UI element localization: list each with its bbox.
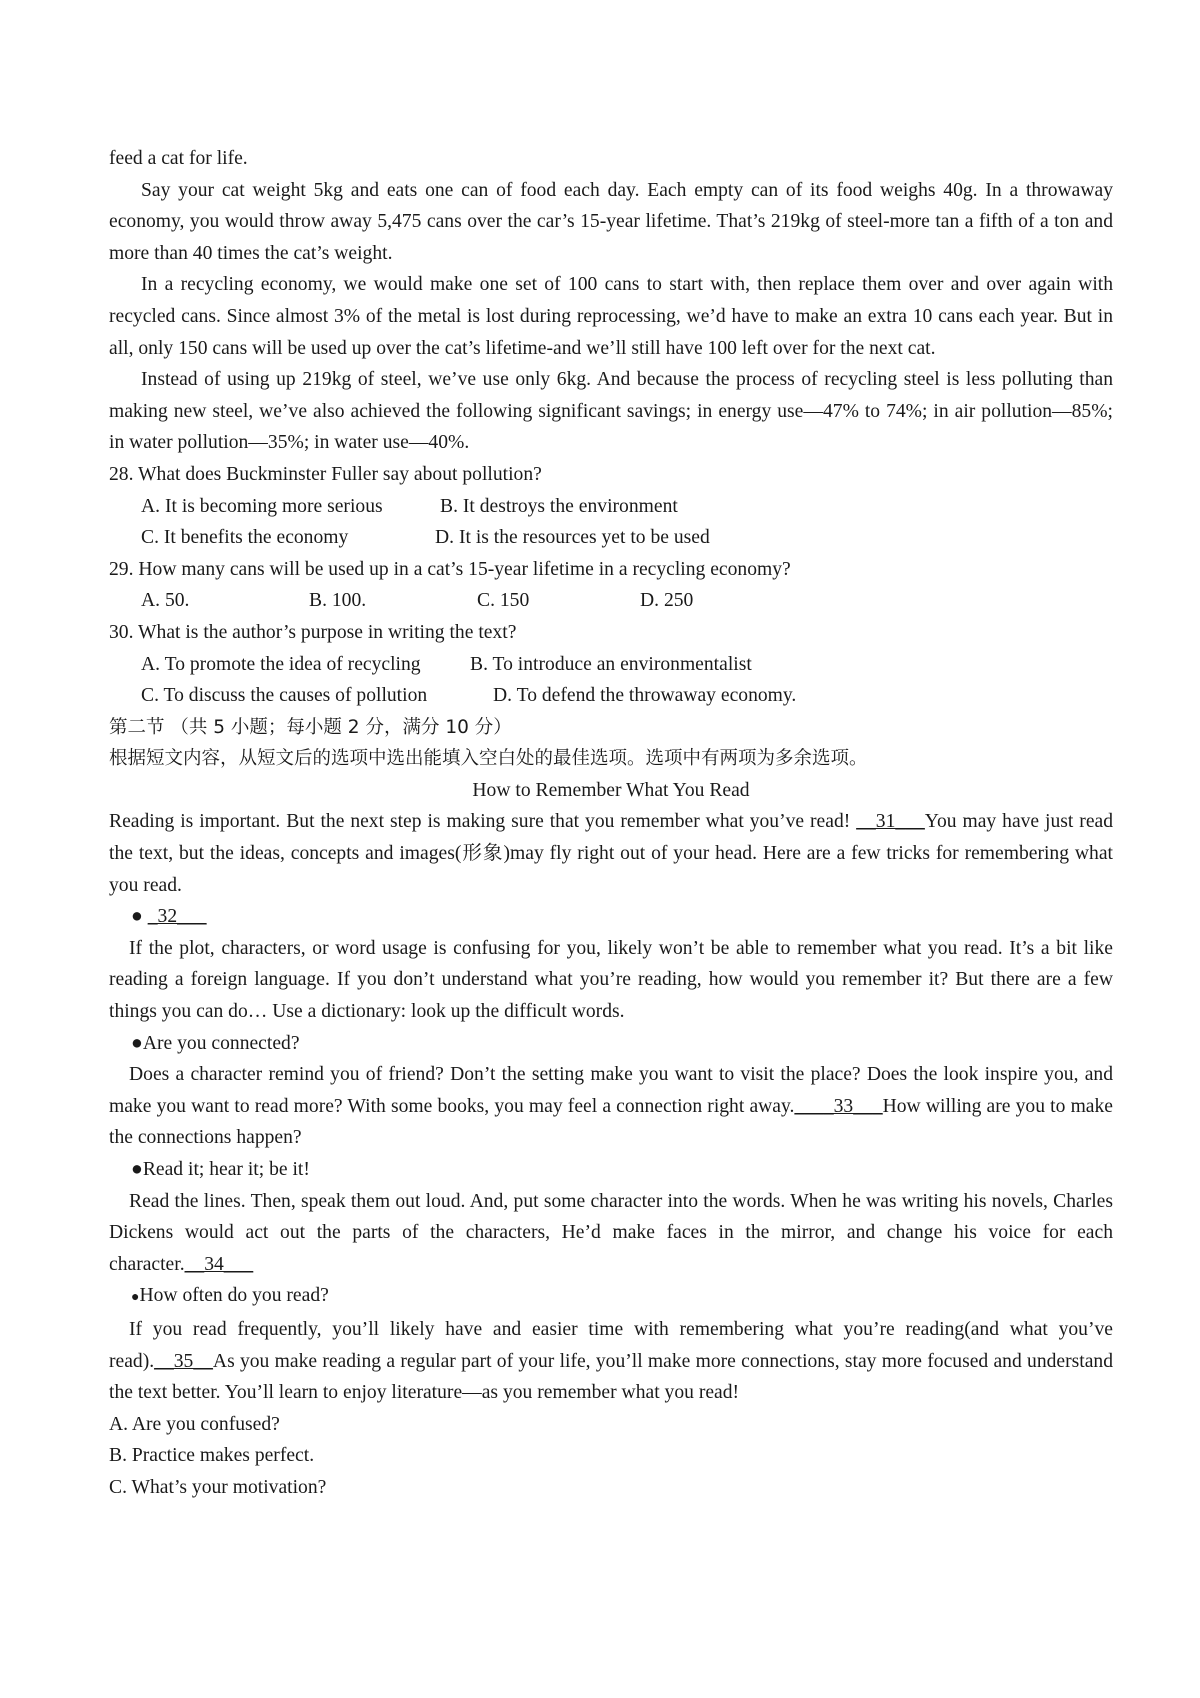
section-heading: 第二节 （共 5 小题；每小题 2 分，满分 10 分） (109, 716, 512, 738)
option-28-d: D. It is the resources yet to be used (435, 527, 710, 549)
option-30-d: D. To defend the throwaway economy. (493, 685, 797, 707)
blank-31: __31___ (856, 811, 925, 833)
heading-connected: ●Are you connected? (131, 1032, 300, 1054)
paragraph-34: Read the lines. Then, speak them out loud. And, put some character into the words. When he was writing his novels, Charles Dickens would act out the parts of the characters, He’d make faces in the mirror, and change his voice for each character.__34___ (109, 1190, 1113, 1275)
question-28-options-row-1 (109, 491, 1113, 523)
question-29-options-row (109, 585, 1113, 617)
option-29-c: C. 150 (477, 590, 530, 612)
article-intro: Reading is important. But the next step is making sure that you remember what you’ve read! __31___You may have just read the text, but the ideas, concepts and images(形象)may fly right out of your head. Here are a few tricks for remembering what you read. (109, 811, 1114, 896)
option-28-a: A. It is becoming more serious (141, 495, 383, 517)
blank-32: _32___ (147, 906, 207, 928)
paragraph-32: If the plot, characters, or word usage is confusing for you, likely won’t be able to remember what you read. It’s a bit like reading a foreign language. If you don’t understand what you’re reading, how would you remember it? But there are a few things you can do… Use a dictionary: look up the difficult words. (109, 937, 1113, 1023)
article-title: How to Remember What You Read (472, 779, 750, 801)
section-instruction: 根据短文内容，从短文后的选项中选出能填入空白处的最佳选项。选项中有两项为多余选项。 (109, 748, 868, 770)
passage-paragraph-2: In a recycling economy, we would make one set of 100 cans to start with, then replace them over and over again with recycled cans. Since almost 3% of the metal is lost during reprocessing, we’d have to make an extra 10 cans each year. But in all, only 150 cans will be used up over the cat’s lifetime-and we’ll still have 100 left over for the next cat. (109, 274, 1113, 359)
option-29-b: B. 100. (309, 590, 367, 612)
option-29-d: D. 250 (640, 590, 694, 612)
option-30-b: B. To introduce an environmentalist (470, 653, 752, 675)
passage-paragraph-1: Say your cat weight 5kg and eats one can of food each day. Each empty can of its food weighs 40g. In a throwaway economy, you would throw away 5,475 cans over the car’s 15-year lifetime. That’s 219kg of steel-more tan a fifth of a ton and more than 40 times the cat’s weight. (109, 179, 1113, 264)
option-29-a: A. 50. (141, 590, 190, 612)
passage-paragraph-3: Instead of using up 219kg of steel, we’ve use only 6kg. And because the process of recycling steel is less polluting than making new steel, we’ve also achieved the following significant savings; in energy use—47% to 74%; in air pollution—85%; in water pollution—35%; in water use—40%. (109, 369, 1113, 454)
option-30-a: A. To promote the idea of recycling (141, 653, 421, 675)
question-28-stem: 28. What does Buckminster Fuller say about pollution? (109, 463, 542, 485)
paragraph-35: If you read frequently, you’ll likely have and easier time with remembering what you’re reading(and what you’ve read).__35__As you make reading a regular part of your life, you’ll make more connections, stay more focused and understand the text better. You’ll learn to enjoy literature—as you remember what you read! (109, 1318, 1113, 1404)
answer-option-b: B. Practice makes perfect. (109, 1445, 315, 1467)
question-28-options-row-2 (109, 522, 1113, 554)
answer-option-a: A. Are you confused? (109, 1413, 280, 1435)
heading-32 (109, 901, 1113, 933)
bullet-icon: ● (131, 1290, 140, 1306)
bullet-icon: ● (131, 1032, 143, 1054)
heading-read: ●Read it; hear it; be it! (131, 1159, 310, 1180)
question-30-stem: 30. What is the author’s purpose in writing the text? (109, 621, 517, 643)
blank-35: __35__ (154, 1350, 213, 1372)
question-30-options-row-1 (109, 649, 1113, 681)
question-30-options-row-2 (109, 680, 1113, 712)
option-28-b: B. It destroys the environment (440, 495, 678, 517)
heading-often: ●How often do you read? (131, 1285, 329, 1307)
blank-33: ____33___ (794, 1095, 883, 1117)
bullet-icon: ● (131, 906, 143, 928)
paragraph-33: Does a character remind you of friend? Don’t the setting make you want to visit the place? Does the look inspire you, and make you want to read more? With some books, you may feel a connection right away.____33___How willing are you to make the connections happen? (109, 1064, 1113, 1149)
answer-option-c: C. What’s your motivation? (109, 1476, 327, 1498)
question-29-stem: 29. How many cans will be used up in a cat’s 15-year lifetime in a recycling economy? (109, 558, 791, 580)
option-30-c: C. To discuss the causes of pollution (141, 685, 428, 707)
option-28-c: C. It benefits the economy (141, 527, 349, 549)
exam-page (109, 143, 1113, 1504)
blank-34: __34___ (184, 1253, 254, 1275)
passage-fragment: feed a cat for life. (109, 148, 248, 169)
bullet-icon: ● (131, 1159, 143, 1180)
